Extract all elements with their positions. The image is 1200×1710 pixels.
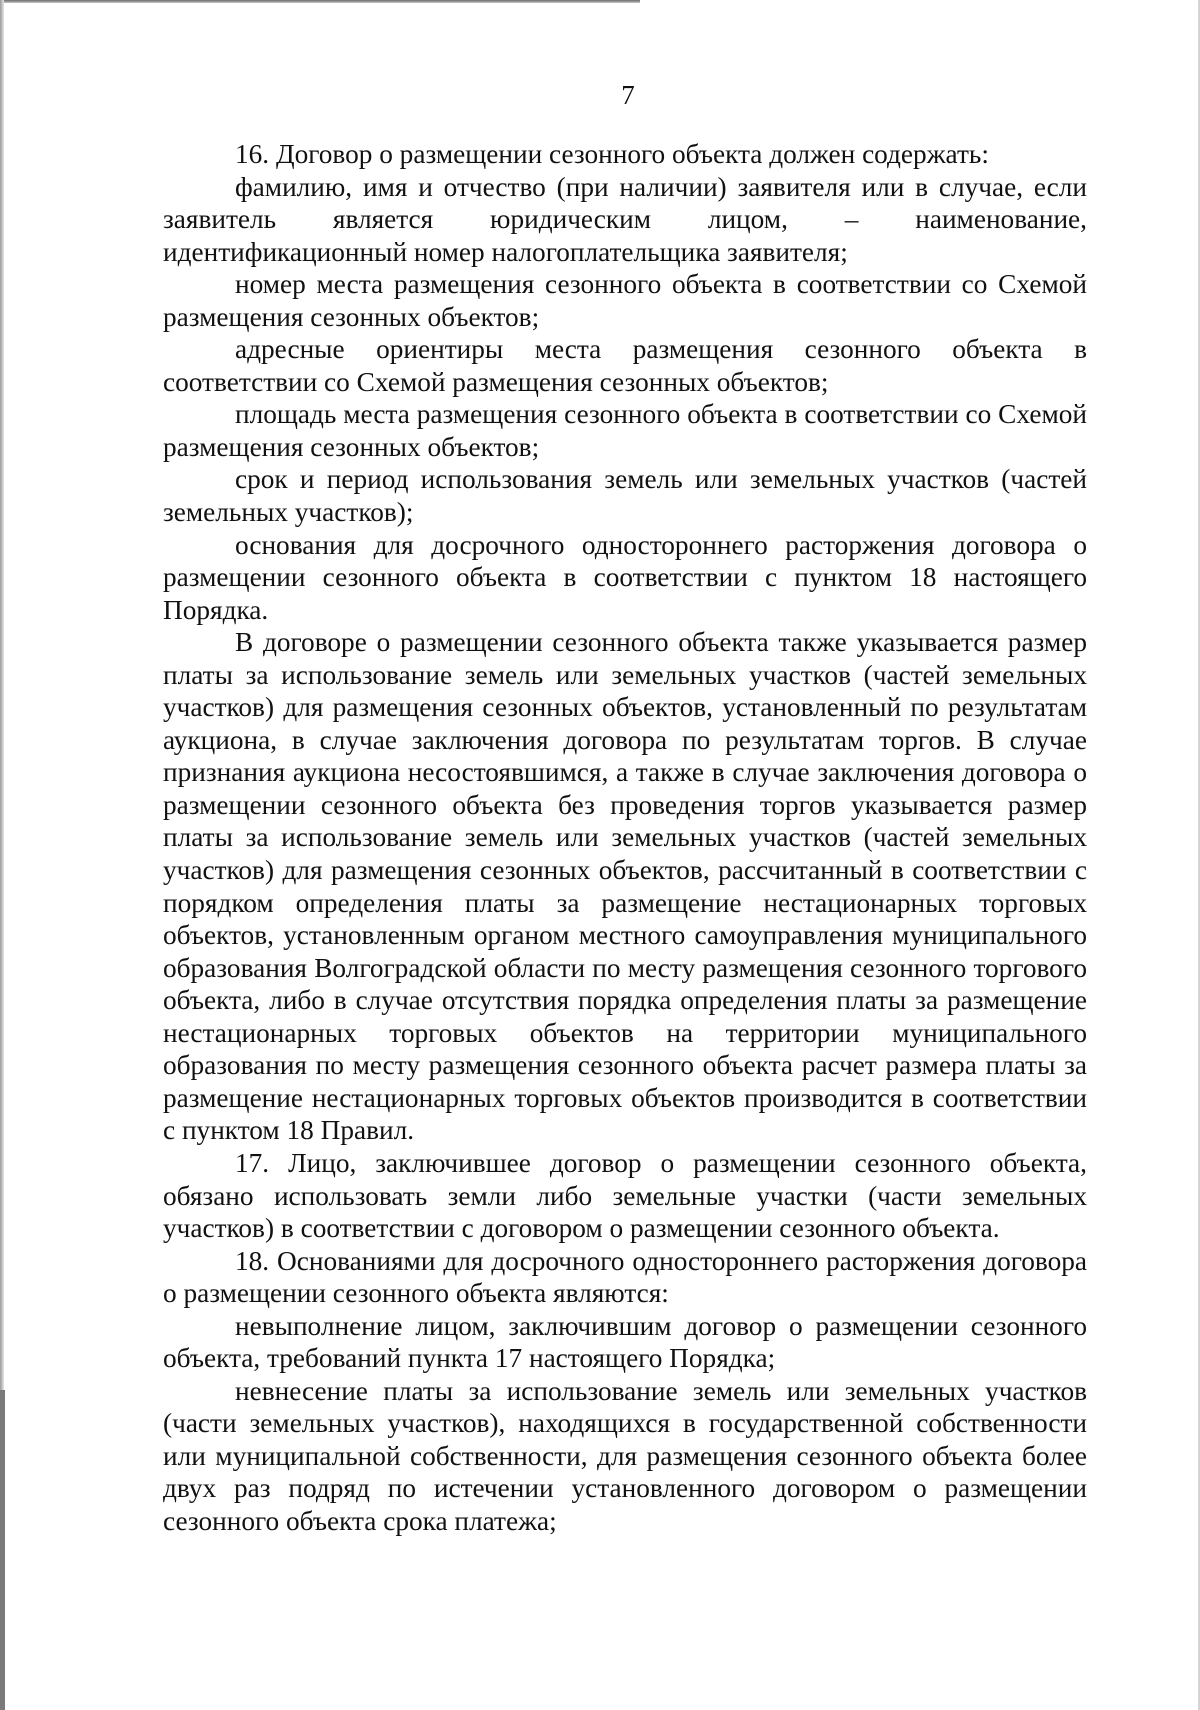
- list-item-place-number: номер места размещения сезонного объекта в соответствии со Схемой размещения сезонных объектов;: [163, 269, 1087, 332]
- list-item-applicant-name: фамилию, имя и отчество (при наличии) заявителя или в случае, если заявитель является юридическим лицом, – наименование, идентификационный номер налогоплательщика заявителя;: [163, 171, 1087, 267]
- paragraph-payment: В договоре о размещении сезонного объекта также указывается размер платы за использование земель или земельных участков (частей земельных участков) для размещения сезонных объектов, установленный по результатам аукциона, в случае заключения договора по результатам торгов. В случае признания аукциона несостоявшимся, а также в случае заключения договора о размещении сезонного объекта без проведения торгов указывается размер платы за использование земель или земельных участков (частей земельных участков) для размещения сезонных объектов, рассчитанный в соответствии с порядком определения платы за размещение нестационарных торговых объектов, установленным органом местного самоуправления муниципального образования Волгоградской области по месту размещения сезонного торгового объекта, либо в случае отсутствия порядка определения платы за размещение нестационарных торговых объектов на территории муниципального образования по месту размещения сезонного объекта расчет размера платы за размещение нестационарных торговых объектов производится в соответствии с пунктом 18 Правил.: [163, 627, 1087, 1146]
- page-number: 7: [621, 80, 635, 110]
- list-item-nonpayment: невнесение платы за использование земель или земельных участков (части земельных участков), находящихся в государственной собственности или муниципальной собственности, для размещения сезонного объекта более двух раз подряд по истечении установленного договором о размещении сезонного объекта срока платежа;: [163, 1375, 1087, 1536]
- paragraph-16-heading: 16. Договор о размещении сезонного объекта должен содержать:: [235, 139, 989, 169]
- scan-edge-left-band: [0, 1390, 5, 1710]
- document-body: [163, 138, 1087, 1538]
- scan-edge-top: [0, 0, 640, 3]
- list-item-termination-grounds: основания для досрочного одностороннего расторжения договора о размещении сезонного объекта в соответствии с пунктом 18 настоящего Порядка.: [163, 529, 1087, 625]
- paragraph-17: 17. Лицо, заключившее договор о размещении сезонного объекта, обязано использовать земли либо земельные участки (части земельных участков) в соответствии с договором о размещении сезонного объекта.: [163, 1147, 1087, 1244]
- list-item-term: срок и период использования земель или земельных участков (частей земельных участков);: [163, 464, 1087, 528]
- list-item-address: адресные ориентиры места размещения сезонного объекта в соответствии со Схемой размещения сезонных объектов;: [163, 334, 1087, 397]
- paragraph-18: 18. Основаниями для досрочного одностороннего расторжения договора о размещении сезонного объекта являются:: [163, 1245, 1087, 1309]
- list-item-area: площадь места размещения сезонного объекта в соответствии со Схемой размещения сезонных объектов;: [163, 399, 1087, 462]
- list-item-noncompliance: невыполнение лицом, заключившим договор о размещении сезонного объекта, требований пункта 17 настоящего Порядка;: [163, 1310, 1087, 1374]
